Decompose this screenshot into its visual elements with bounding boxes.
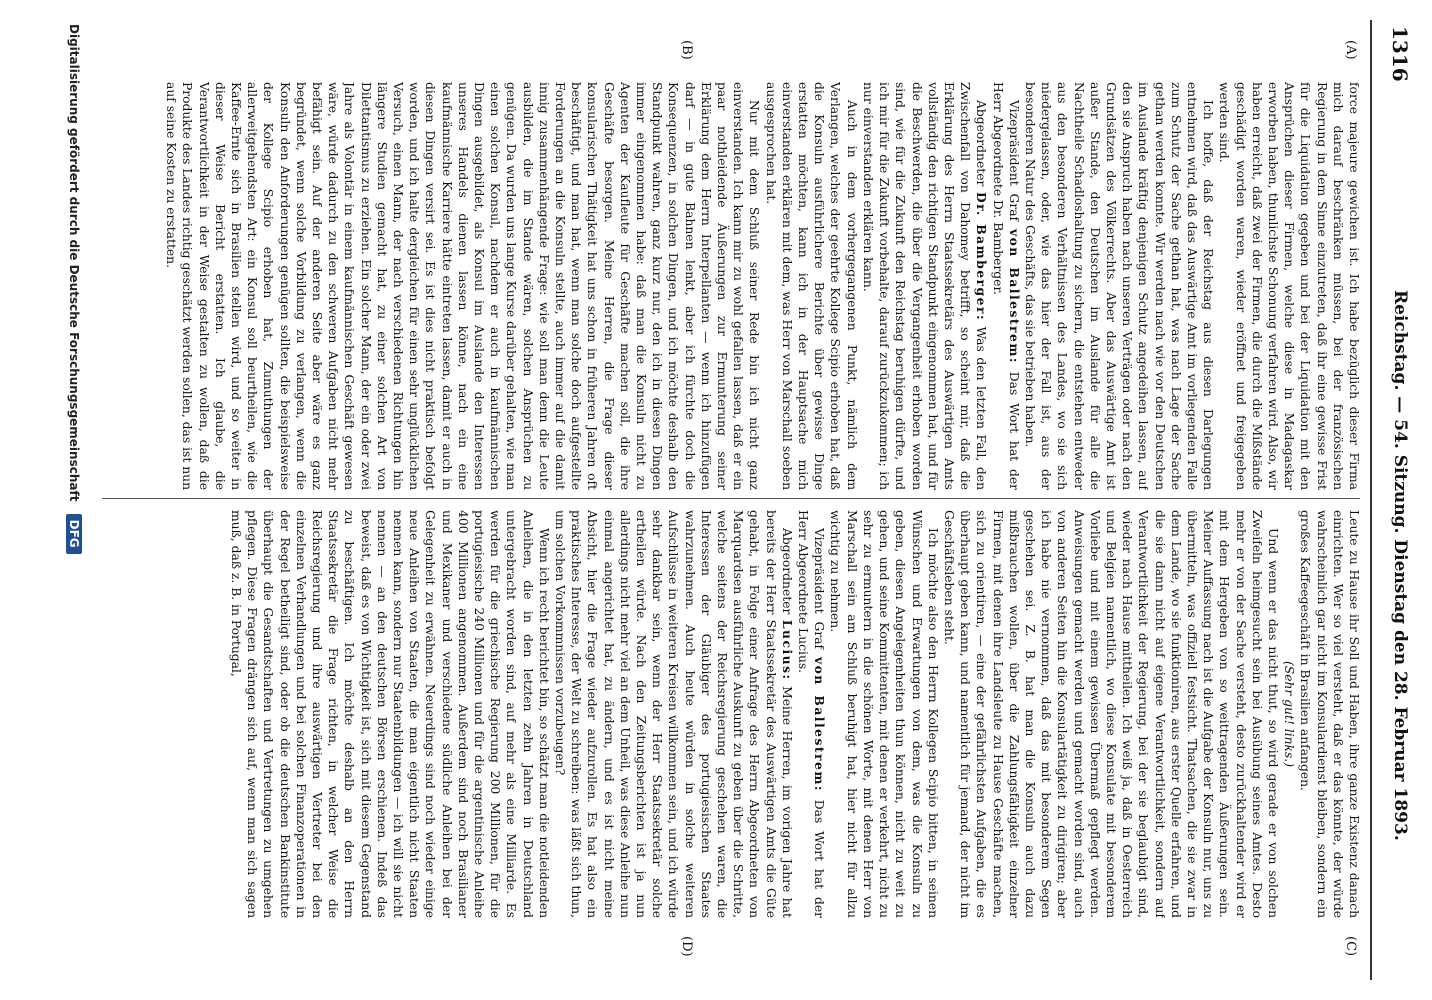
- dfg-attribution: [66, 24, 82, 554]
- margin-marker-a: (A): [1343, 40, 1358, 60]
- right-column: [100, 510, 1362, 918]
- speaker-role: Vizepräsident Graf: [1006, 100, 1021, 222]
- dfg-text: Digitalisierung gefördert durch die Deutsche Forschungsgemeinschaft: [67, 24, 81, 502]
- left-column: [100, 82, 1362, 490]
- speaker-name: von Ballestrem:: [1006, 228, 1022, 364]
- paragraph: Auch in dem vorhergegangenen Punkt, nämlich dem Verlangen, welches der geehrte Kollege Scipio erhoben hat, daß die Konsuln ausführlichere Berichte über gewisse Dinge erstatten möchten, kann ich in der Hauptsache mich einverstanden erklären mit dem, was Herr von Marschall soeben ausgesprochen hat.: [763, 82, 859, 490]
- margin-marker-b: (B): [679, 40, 694, 60]
- speaker-role: Abgeordneter: [974, 100, 989, 187]
- dfg-logo: DFG: [66, 514, 82, 554]
- speaker-role: Abgeordneter: [779, 528, 794, 615]
- page-number: 1316: [1388, 26, 1412, 82]
- header-rule: [1370, 20, 1372, 980]
- paragraph: Ich hoffe, daß der Reichstag aus diesen Darlegungen entnehmen wird, daß das Auswärtige Amt im vorliegenden Falle zum Schutz der Sache gethan hat, was nach Lage der Sache gethan werden konnte. Wir werden nach wie vor den Deutschen im Auslande kräftig denjenigen Schutz angedeihen lassen, auf den sie Anspruch haben nach unseren Verträgen oder nach den Grundsätzen des Völkerrechts. Aber das Auswärtige Amt ist außer Stande, den Deutschen im Auslande für alle die Nachtheile Schadloshaltung zu sichern, die entstehen entweder aus den besonderen Verhältnissen des Landes, wo sie sich niedergelassen, oder, wie das hier der Fall ist, aus der besonderen Natur des Geschäfts, das sie betrieben haben.: [1022, 82, 1216, 490]
- speech: [552, 510, 795, 918]
- paragraph: force majeure gewichen ist. Ich habe bezüglich dieser Firma mich darauf beschränken müssen, bei der französischen Regierung in dem Sinne einzutreten, daß ihr eine gewisse Frist für die Liquidation gegeben und bei der Liquidation mit den Ansprüchen dieser Firmen, welche diese in Madagaskar erworben haben, thunlichste Schonung verfahren wird. Also, wir haben erreicht, daß zwei der Firmen, die durch die Mißstände geschädigt worden waren, wieder eröffnet und freigegeben werden sind.: [1217, 82, 1361, 490]
- page-header: [1374, 20, 1418, 980]
- paragraph: Ich möchte also den Herrn Kollegen Scipio bitten, in seinen Wünschen und Erwartungen von dem, was die Konsuln zu geben, diesen Angelegenheiten thun können, nicht zu weit zu gehen, und seine Kommittenten, mit denen er verkehrt, nicht zu sehr zu ermuntern in die schönen Worte, mit denen Herr von Marschall sein am Schluß beruhigt hat, hier nicht für allzu wichtig zu nehmen.: [828, 510, 940, 918]
- margin-marker-d: (D): [679, 936, 694, 957]
- running-head: Reichstag. — 54. Sitzung. Dienstag den 28. Februar 1893.: [1390, 290, 1410, 841]
- speaker-name: von Ballestrem:: [812, 656, 828, 792]
- margin-marker-c: (C): [1343, 936, 1358, 957]
- applause-note: (Sehr gut! links.): [1282, 660, 1297, 768]
- paragraph: Nur mit dem Schluß seiner Rede bin ich nicht ganz einverstanden. Ich kann mir zu wohl gefallen lassen, daß er ein paar nothleidende Äußerungen zur Ermunterung seiner Erklärung dem Herrn Interpellanten — wenn ich hinzufügen darf — in gute Bahnen lenkt, aber ich fürchte doch die Konsequenzen, in solchen Dingen, und ich möchte deshalb den Standpunkt wahren, ganz kurz nur, den ich in diesen Dingen immer eingenommen habe: daß man die Konsuln nicht zu Agenten der Kaufleute für Geschäfte machen soll, die ihre Geschäfte besorgen. Meine Herren, die Frage dieser konsularischen Thätigkeit hat uns schon in früheren Jahren oft beschäftigt, und man hat, wenn man solche doch aufgestellte Forderungen an die Konsuln stellte, auch immer auf die damit innig zusammenhängende Frage: wie soll man denn die Leute ausbilden, die im Stande wären, solchen Ansprüchen zu genügen. Da wurden uns lange Kurse darüber gehalten, wie man einen solchen Konsul, nachdem er auch in kaufmännischen Dingen ausgebildet, als Konsul im Auslande den Interessen unseres Handels dienen lassen könne, nach ein eine kaufmännische Karriere hätte eintreten lassen, damit er auch in diesen Dingen versirt sei. Es ist dies nicht praktisch befolgt worden, und ich halte dergleichen für einen sehr unglücklichen Versuch, einen Mann, der nach verschiedenen Richtungen hin längere Studien gemacht hat, zu einer solchen Art von Dilettantismus zu erziehen. Ein solcher Mann, der ein oder zwei Jahre als Volontär in einem kaufmännischen Geschäft gewesen wäre, würde dadurch zu den schweren Aufgaben nicht mehr befähigt sein. Auf der anderen Seite aber wäre es ganz begründet, wenn solche Vorbildung zu verlangen, wenn die Konsuln den Anforderungen genügen sollten, die beispielsweise der Kollege Scipio erhoben hat, Zumuthungen der allerweitgehendsten Art: ein Konsul soll beurtheilen, wie die Kaffee-Ernte sich in Brasilien stellen wird, und so weiter in dieser Weise Bericht erstatten. Ich glaube, die Verantwortlichkeit in der Weise gestalten zu wollen, daß die Produkte des Landes richtig geschätzt werden sollen, das ist nun auf seine Kosten zu erstatten.: [164, 82, 762, 490]
- column-divider: [102, 498, 1360, 499]
- speaker-role: Vizepräsident Graf: [812, 528, 827, 650]
- speech-text: Meine Herren, im vorigen Jahre hat bereits der Herr Staatssekretär des Auswärtigen Amts die Güte gehabt, in Folge einer Anfrage des Herrn Abgeordneten von Marquardsen ausführliche Auskunft zu geben über die Schritte, welche seitens der Reichsregierung geschehen waren, die Interessen der Gläubiger des portugiesischen Staates wahrzunehmen. Auch heute würden in solche weiteren Aufschlüsse in weiteren Kreisen willkommen sein, und ich würde sehr dankbar sein, wenn der Herr Staatssekretär solche ertheilen würde. Nach den Zeitungsberichten ist ja nun allerdings nicht mehr viel an dem Unheil, was diese Anleihe nun einmal angerichtet hat, zu ändern, und es ist nicht meine Absicht, hier die Frage wieder aufzurollen. Es hat also ein praktisches Interesse, der Welt zu schreiben: was läßt sich thun, um solchen Vorkommnissen vorzubeugen?: [553, 510, 794, 918]
- speaker-name: Dr. Bamberger:: [974, 191, 990, 321]
- speaker-name: Lucius:: [779, 619, 795, 681]
- speech: [860, 82, 990, 490]
- paragraph: Leute zu Hause ihr Soll und Haben, ihre ganze Existenz danach einrichten. Wer so viel versteht, daß er das könnte, der würde wahrscheinlich gar nicht im Konsulardienst bleiben, sondern ein großes Kaffeegeschäft in Brasilien anfangen.: [1298, 510, 1361, 918]
- speaker-intro: [795, 510, 827, 918]
- speaker-intro: [989, 82, 1021, 490]
- speaker-text: Das Wort hat der Herr Abgeordnete Dr. Bamberger.: [990, 82, 1021, 490]
- paragraph: Wenn ich recht berichtet bin, so schätzt man die notleidenden Anleihen, die in den letzten zehn Jahren in Deutschland untergebracht worden sind, auf mehr als eine Milliarde. Es werden für die griechische Regierung 200 Millionen, für die portugiesische 240 Millionen und für die argentinische Anleihe 400 Millionen angenommen. Außerdem sind noch Brasilianer und Mexikaner und verschiedene südliche Anleihen bei der Gelegenheit zu erwähnen. Neuerdings sind noch wieder einige neue Anleihen von Staaten, die man eigentlich nicht Staaten nennen kann, sondern nur Staatenbildungen — ich will sie nicht nennen — an den deutschen Börsen erschienen. Indeß das beweist, daß es von Wichtigkeit ist, sich mit diesem Gegenstand zu beschäftigen. Ich möchte deshalb an den Herrn Staatssekretär die Frage richten, in welcher Weise die Reichsregierung und ihre auswärtigen Vertreter bei den einzelnen Verhandlungen und bei solchen Finanzoperationen in der Regel betheiligt sind, oder ob die deutschen Bankinstitute überhaupt die Gesandtschaften und Vertretungen zu umgehen pflegen. Diese Fragen drängen sich auf, wenn man sich sagen muß, daß z. B. in Portugal,: [228, 510, 551, 918]
- speaker-text: Das Wort hat der Herr Abgeordnete Lucius.: [796, 510, 827, 918]
- speech-text: Was den letzten Fall, den Zwischenfall von Dahomey betrifft, so scheint mir, daß die Erklärung des Herrn Staatssekretärs des Auswärtigen Amts vollständig den richtigen Standpunkt eingenommen hat, und für die Beschwerden, die über die Vergangenheit erhoben worden sind, wie für die Zukunft den Reichstag beruhigen dürfte, und ich mir für die Zukunft vorbehalte, darauf zurückzukommen; ich nur einverstanden erklären kann.: [860, 82, 989, 490]
- paragraph: Und wenn er das nicht thut, so wird gerade er von solchen Zweifeln heimgesucht sein bei Ausübung seines Amtes. Desto mehr er von der Sache versteht, desto zurückhaltender wird er mit dem Hergeben von so weittragenden Äußerungen sein. Meiner Auffassung nach ist die Aufgabe der Konsuln nur, uns zu übermitteln, was offiziell festsicht. Thatsachen, die sie zwar in dem Lande, wo sie funktioniren, aus erster Quelle erfahren, und die sie dann nicht auf eigene Verantwortlichkeit, sondern auf Verantwortlichkeit der Regierung, bei der sie beglaubigt sind, wieder nach Hause mittheilen. Ich weiß ja, daß in Oesterreich und Belgien namentlich, wo diese Konsulate mit besonderem Vorliebe und mit einem gewissen Übermaß gepflegt werden. Anweisungen gemacht werden und gemacht worden sind, auch von anderen Seiten hin die Konsulartätigkeit zu dirigiren; aber ich habe nie vernommen, daß das mit besonderem Segen geschehen sei. Z. B. hat man die Konsuln auch dazu mißbrauchen wollen, über die Zahlungsfähigkeit einzelner Firmen, mit denen ihre Landsleute zu Hause Geschäfte machen, sich zu orientiren, — eine der gefährlichsten Aufgaben, die es überhaupt geben kann, und namentlich für jemand, der nicht im Geschäftsleben steht.: [941, 510, 1280, 918]
